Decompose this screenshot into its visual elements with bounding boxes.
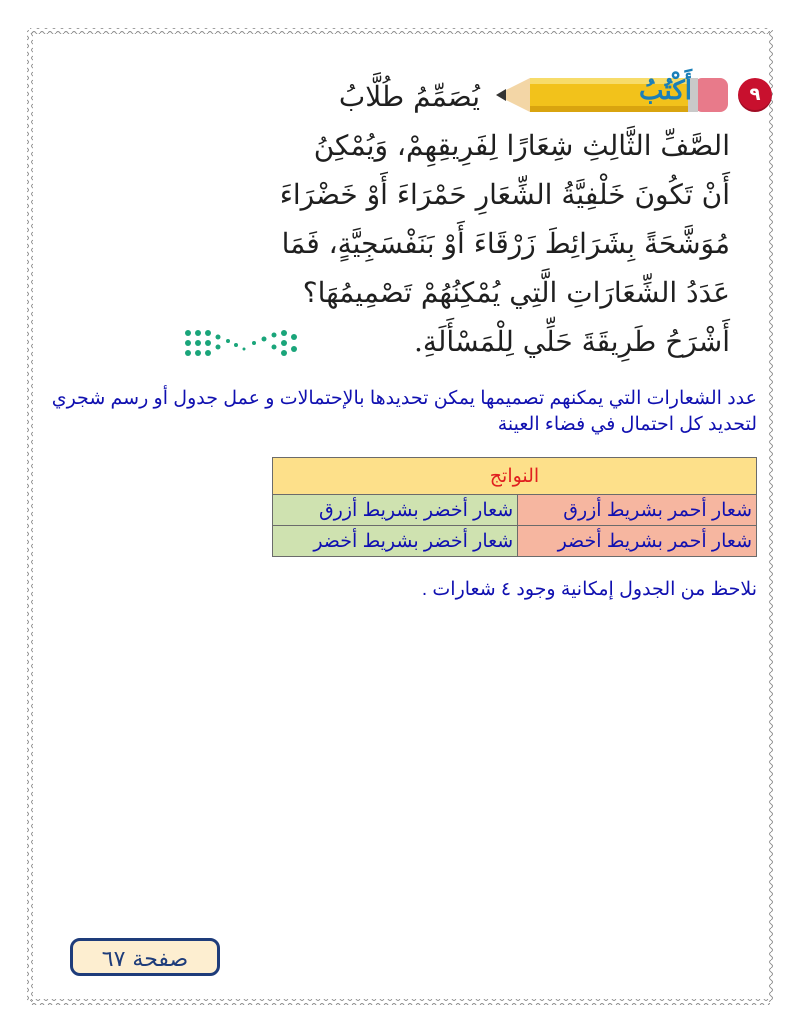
problem-line bbox=[210, 317, 730, 366]
table-cell: شعار أخضر بشريط أخضر bbox=[273, 526, 518, 557]
problem-line-text: أَشْرَحُ طَرِيقَةَ حَلِّي لِلْمَسْأَلَةِ. bbox=[413, 325, 730, 358]
pencil-label: أَكْتُبُ bbox=[639, 76, 692, 106]
table-row bbox=[273, 526, 757, 557]
table-cell: شعار أحمر بشريط أخضر bbox=[518, 526, 757, 557]
table-header: النواتج bbox=[273, 458, 757, 495]
problem-line: أَنْ تَكُونَ خَلْفِيَّةُ الشِّعَارِ حَمْرَاءَ أَوْ خَضْرَاءَ bbox=[279, 178, 730, 211]
pencil-icon bbox=[490, 72, 730, 118]
page-number-label: صفحة ٦٧ bbox=[70, 938, 220, 976]
outcomes-table bbox=[272, 457, 757, 557]
problem-line: مُوَشَّحَةً بِشَرَائِطَ زَرْقَاءَ أَوْ بَنَفْسَجِيَّةٍ، فَمَا bbox=[281, 227, 730, 260]
problem-line: الصَّفِّ الثَّالِثِ شِعَارًا لِفَرِيقِهِمْ، وَيُمْكِنُ bbox=[313, 129, 730, 162]
problem-line: يُصَمِّمُ طُلَّابُ bbox=[338, 80, 480, 113]
table-row bbox=[273, 495, 757, 526]
problem-block bbox=[210, 72, 761, 366]
table-cell: شعار أحمر بشريط أزرق bbox=[518, 495, 757, 526]
problem-number: ٩ bbox=[738, 78, 772, 112]
watermark-dots-icon bbox=[180, 323, 310, 363]
answer-text: عدد الشعارات التي يمكنهم تصميمها يمكن تحديدها بالإحتمالات و عمل جدول أو رسم شجري لتحديد كل احتمال في فضاء العينة bbox=[51, 388, 757, 435]
problem-line: عَدَدُ الشِّعَارَاتِ الَّتِي يُمْكِنُهُمْ تَصْمِيمُهَا؟ bbox=[302, 276, 730, 309]
table-cell: شعار أخضر بشريط أزرق bbox=[273, 495, 518, 526]
table-header-row bbox=[273, 458, 757, 495]
conclusion-note: نلاحظ من الجدول إمكانية وجود ٤ شعارات . bbox=[421, 579, 757, 600]
